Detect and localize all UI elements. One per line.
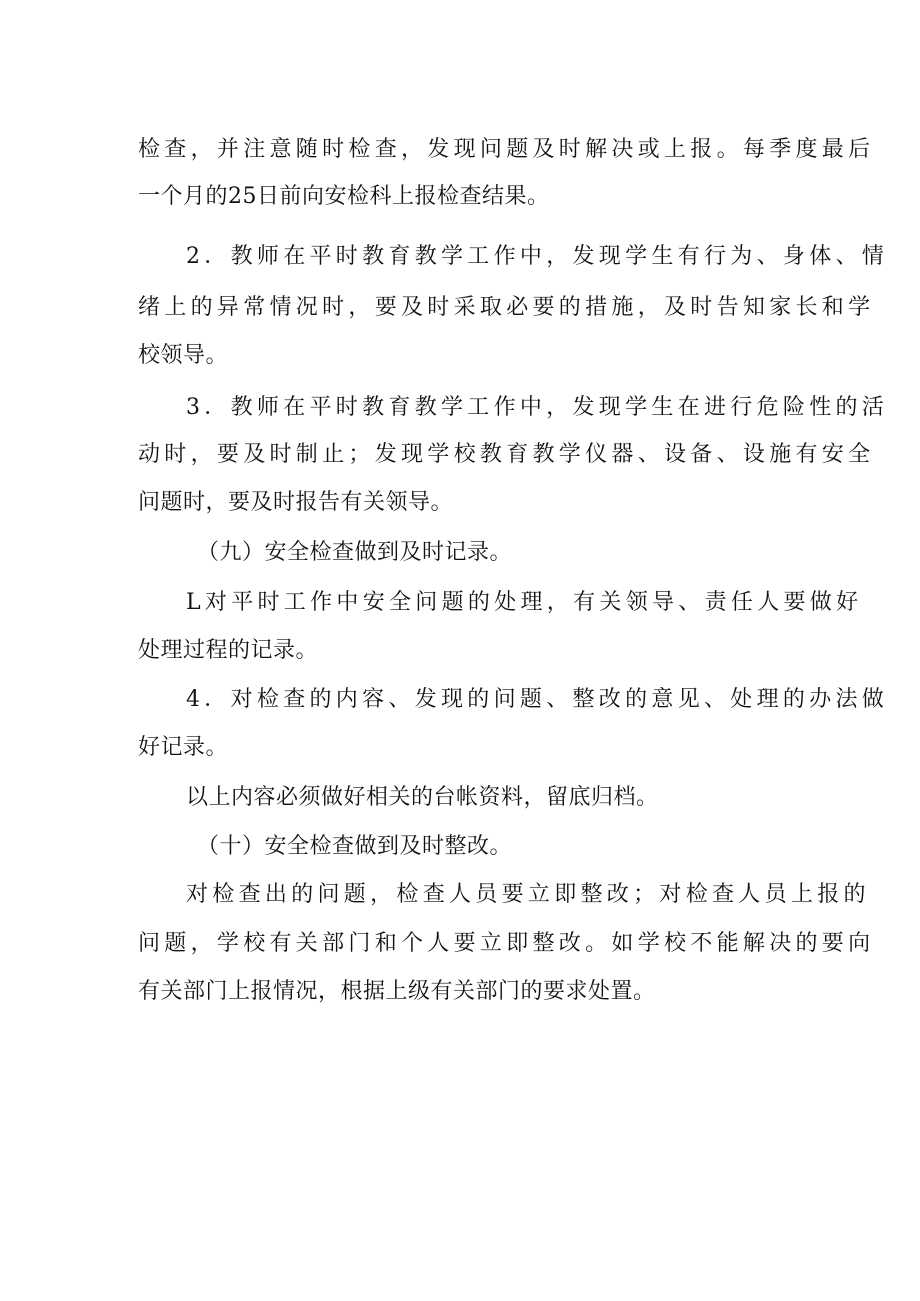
- text-line: 4．对检查的内容、发现的问题、整改的意见、处理的办法做: [186, 687, 889, 712]
- text-line: 一个月的25日前向安检科上报检查结果。: [138, 184, 550, 209]
- text-line: 检查，并注意随时检查，发现问题及时解决或上报。每季度最后: [138, 137, 875, 162]
- text-line: 处理过程的记录。: [138, 638, 319, 663]
- section-heading: （九）安全检查做到及时记录。: [197, 540, 513, 565]
- section-heading: （十）安全检查做到及时整改。: [197, 834, 513, 859]
- text-line: L对平时工作中安全问题的处理，有关领导、责任人要做好: [186, 590, 863, 615]
- text-line: 问题，学校有关部门和个人要立即整改。如学校不能解决的要向: [138, 931, 875, 956]
- text-line: 好记录。: [138, 735, 229, 760]
- text-line: 以上内容必须做好相关的台帐资料，留底归档。: [186, 785, 659, 810]
- text-line: 校领导。: [138, 343, 229, 368]
- text-line: 2．教师在平时教育教学工作中，发现学生有行为、身体、情: [186, 244, 889, 269]
- text-line: 3．教师在平时教育教学工作中，发现学生在进行危险性的活: [186, 395, 889, 420]
- text-line: 对检查出的问题，检查人员要立即整改；对检查人员上报的: [186, 882, 870, 907]
- text-line: 有关部门上报情况，根据上级有关部门的要求处置。: [138, 979, 656, 1004]
- text-line: 动时，要及时制止；发现学校教育教学仪器、设备、设施有安全: [138, 442, 875, 467]
- text-line: 绪上的异常情况时，要及时采取必要的措施，及时告知家长和学: [138, 295, 875, 320]
- text-line: 问题时，要及时报告有关领导。: [138, 490, 454, 515]
